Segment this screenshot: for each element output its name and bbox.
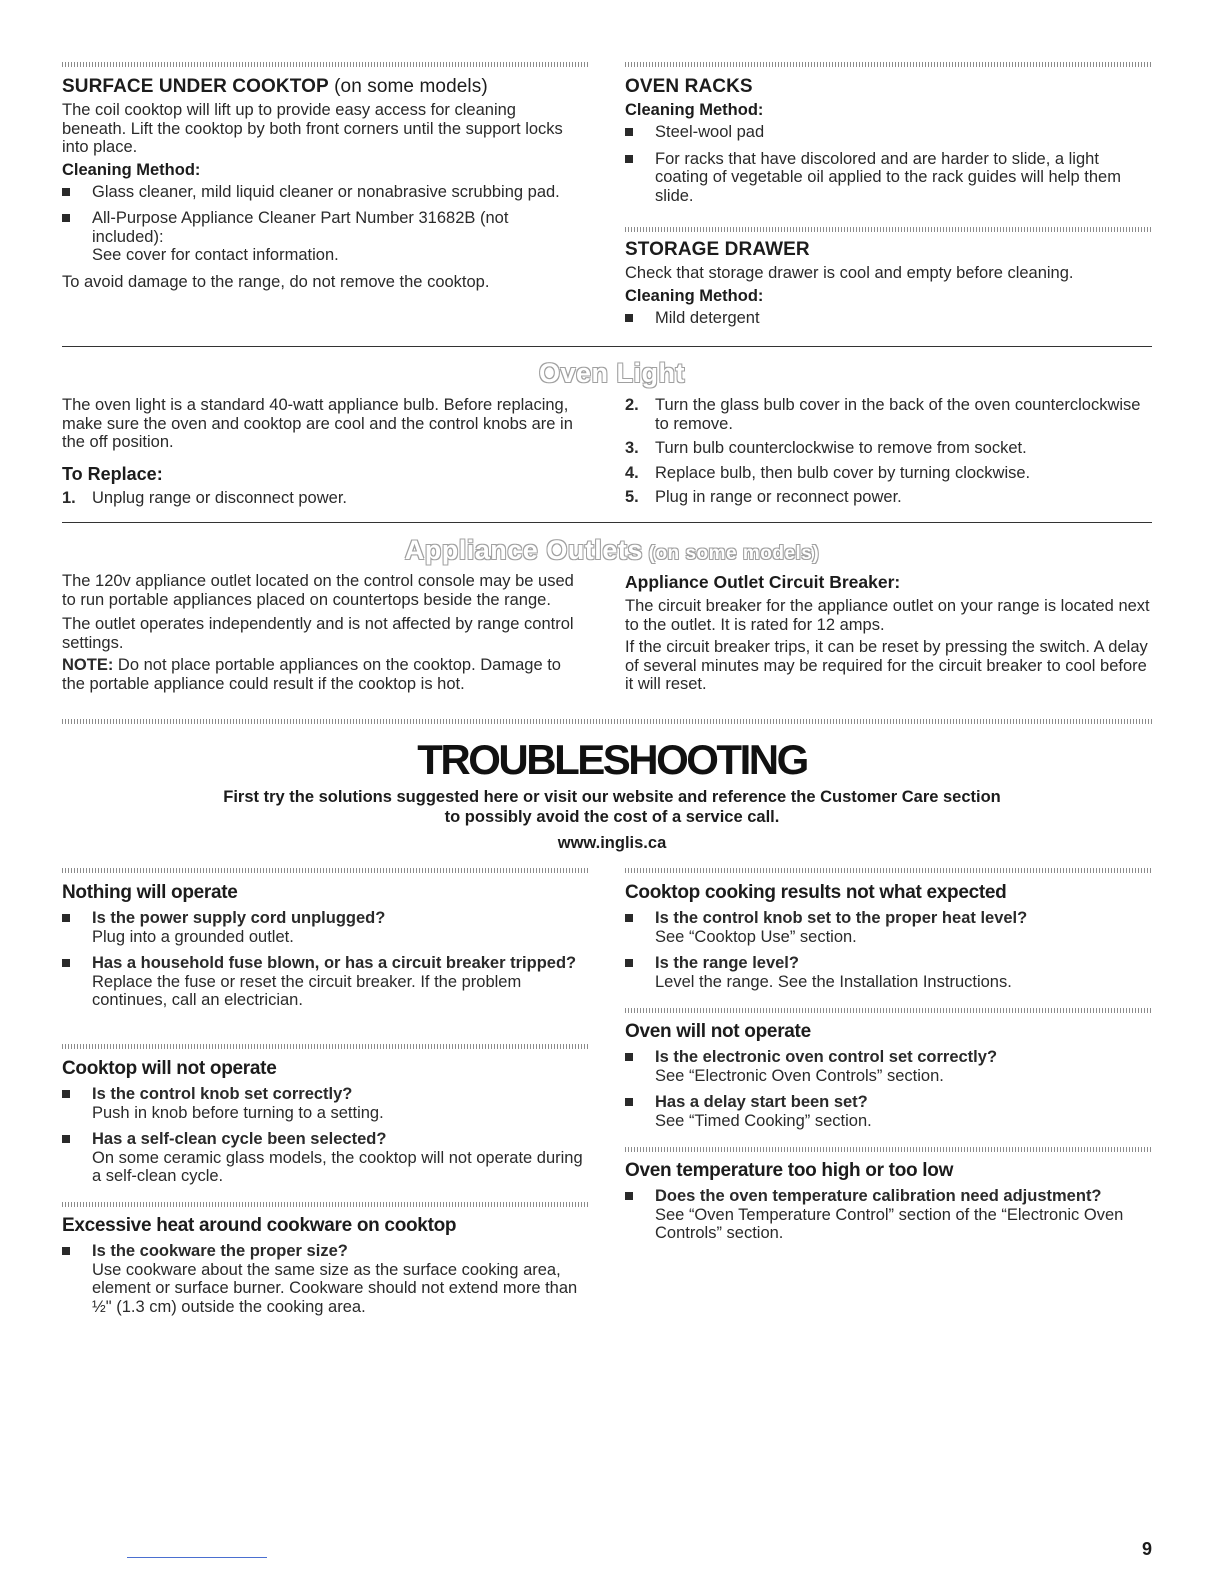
divider-appliance-outlets — [62, 522, 1152, 523]
divider-top-left — [62, 62, 589, 67]
list-item: Mild detergent — [625, 309, 1145, 328]
list-item: Is the range level? Level the range. See the Installation Instructions. — [625, 954, 1152, 991]
oven-will-not-operate-section — [625, 1021, 1152, 1138]
list-item: Has a household fuse blown, or has a circuit breaker tripped? Replace the fuse or reset the circuit breaker. If the problem continues, call an electrician. — [62, 954, 587, 1010]
square-bullet-icon — [625, 1053, 633, 1061]
nothing-will-operate-section — [62, 882, 587, 1018]
step-item: 3. Turn bulb counterclockwise to remove from socket. — [625, 439, 1027, 457]
surface-under-cooktop-section — [62, 76, 582, 295]
square-bullet-icon — [62, 1247, 70, 1255]
oven-light-left — [62, 396, 582, 513]
square-bullet-icon — [62, 1135, 70, 1143]
cooktop-will-not-operate-section — [62, 1058, 587, 1194]
list-item: Does the oven temperature calibration need adjustment? See “Oven Temperature Control” section of the “Electronic Oven Controls” section. — [625, 1187, 1152, 1243]
problem-heading: Cooktop will not operate — [62, 1058, 277, 1079]
divider-oven-temp — [625, 1147, 1152, 1152]
cleaning-method-label: Cleaning Method: — [62, 160, 201, 179]
section-body: The 120v appliance outlet located on the control console may be used to run portable appliances placed on countertops beside the range. — [62, 572, 574, 609]
square-bullet-icon — [625, 1098, 633, 1106]
list-item: All-Purpose Appliance Cleaner Part Number 31682B (not included): See cover for contact information. — [62, 209, 582, 265]
problem-heading: Cooktop cooking results not what expected — [625, 882, 1007, 903]
square-bullet-icon — [625, 128, 633, 136]
square-bullet-icon — [62, 214, 70, 222]
problem-heading: Oven temperature too high or too low — [625, 1160, 954, 1181]
list-item: Is the control knob set to the proper heat level? See “Cooktop Use” section. — [625, 909, 1152, 946]
step-item: 1. Unplug range or disconnect power. — [62, 488, 347, 507]
section-body: The outlet operates independently and is not affected by range control settings. — [62, 615, 574, 652]
list-item: Glass cleaner, mild liquid cleaner or nonabrasive scrubbing pad. — [62, 183, 582, 202]
step-item: 5. Plug in range or reconnect power. — [625, 488, 902, 506]
divider-troubleshooting — [62, 719, 1152, 724]
square-bullet-icon — [625, 1192, 633, 1200]
square-bullet-icon — [625, 914, 633, 922]
cleaning-method-label: Cleaning Method: — [625, 101, 764, 119]
divider-oven-not — [625, 1008, 1152, 1013]
troubleshooting-intro: First try the solutions suggested here or visit our website and reference the Customer Care section to possibly avoid the cost of a service call. — [223, 788, 1001, 826]
appliance-outlets-left — [62, 572, 587, 697]
storage-drawer-section — [625, 239, 1145, 335]
oven-temperature-section — [625, 1160, 1152, 1251]
to-replace-label: To Replace: — [62, 463, 163, 484]
divider-cooktop-not — [62, 1044, 589, 1049]
section-heading: OVEN RACKS — [625, 76, 753, 97]
cooktop-results-section — [625, 882, 1152, 999]
square-bullet-icon — [625, 959, 633, 967]
excessive-heat-section — [62, 1215, 587, 1324]
appliance-outlets-right — [625, 572, 1152, 698]
divider-excessive-heat — [62, 1202, 589, 1207]
problem-heading: Excessive heat around cookware on cooktop — [62, 1215, 457, 1236]
section-heading: STORAGE DRAWER — [625, 239, 810, 260]
section-heading: SURFACE UNDER COOKTOP (on some models) — [62, 76, 488, 97]
oven-light-title: Oven Light — [539, 358, 685, 388]
cleaning-method-label: Cleaning Method: — [625, 286, 764, 305]
divider-storage — [625, 227, 1152, 232]
section-body: If the circuit breaker trips, it can be reset by pressing the switch. A delay of several minutes may be required for the circuit breaker to cool before it will reset. — [625, 638, 1148, 693]
list-item: Is the cookware the proper size? Use cookware about the same size as the surface cooking area, element or surface burner. Cookware should not extend more than ½" (1.3 cm) outside the cooking area. — [62, 1242, 587, 1316]
problem-heading: Nothing will operate — [62, 882, 238, 903]
section-body: The circuit breaker for the appliance outlet on your range is located next to the outlet. It is rated for 12 amps. — [625, 597, 1150, 634]
circuit-breaker-label: Appliance Outlet Circuit Breaker: — [625, 572, 901, 592]
list-item: Has a delay start been set? See “Timed Cooking” section. — [625, 1093, 1152, 1130]
list-item: For racks that have discolored and are harder to slide, a light coating of vegetable oil applied to the rack guides will help them slide. — [625, 150, 1145, 206]
appliance-outlets-title: Appliance Outlets (on some models) — [404, 535, 820, 565]
section-body: The coil cooktop will lift up to provide easy access for cleaning beneath. Lift the cooktop by both front corners until the support locks into place. — [62, 101, 563, 156]
list-item: Is the power supply cord unplugged? Plug into a grounded outlet. — [62, 909, 587, 946]
square-bullet-icon — [62, 1090, 70, 1098]
divider-top-right — [625, 62, 1152, 67]
section-body: Check that storage drawer is cool and empty before cleaning. — [625, 264, 1074, 282]
step-item: 4. Replace bulb, then bulb cover by turning clockwise. — [625, 463, 1031, 482]
square-bullet-icon — [62, 188, 70, 196]
list-item: Steel-wool pad — [625, 123, 1145, 142]
square-bullet-icon — [62, 959, 70, 967]
troubleshooting-title: TROUBLESHOOTING — [417, 736, 807, 783]
list-item: Has a self-clean cycle been selected? On some ceramic glass models, the cooktop will not operate during a self-clean cycle. — [62, 1130, 587, 1186]
note-text: NOTE: Do not place portable appliances on the cooktop. Damage to the portable appliance could result if the cooktop is hot. — [62, 656, 561, 693]
list-item: Is the electronic oven control set correctly? See “Electronic Oven Controls” section. — [625, 1048, 1152, 1085]
step-item: 2. Turn the glass bulb cover in the back of the oven counterclockwise to remove. — [625, 396, 1141, 433]
square-bullet-icon — [625, 155, 633, 163]
square-bullet-icon — [62, 914, 70, 922]
oven-racks-section — [625, 76, 1145, 213]
divider-ts-right — [625, 868, 1152, 873]
divider-ts-left — [62, 868, 589, 873]
oven-light-right — [625, 396, 1145, 513]
square-bullet-icon — [625, 314, 633, 322]
problem-heading: Oven will not operate — [625, 1021, 811, 1042]
section-footer-note: To avoid damage to the range, do not remove the cooktop. — [62, 272, 490, 291]
list-item: Is the control knob set correctly? Push in knob before turning to a setting. — [62, 1085, 587, 1122]
website-link[interactable]: www.inglis.ca — [557, 834, 667, 852]
page-number: 9 — [1141, 1539, 1152, 1559]
footer-line — [127, 1557, 267, 1558]
section-body: The oven light is a standard 40-watt appliance bulb. Before replacing, make sure the oven and cooktop are cool and the control knobs are in the off position. — [62, 396, 573, 451]
divider-oven-light — [62, 346, 1152, 347]
